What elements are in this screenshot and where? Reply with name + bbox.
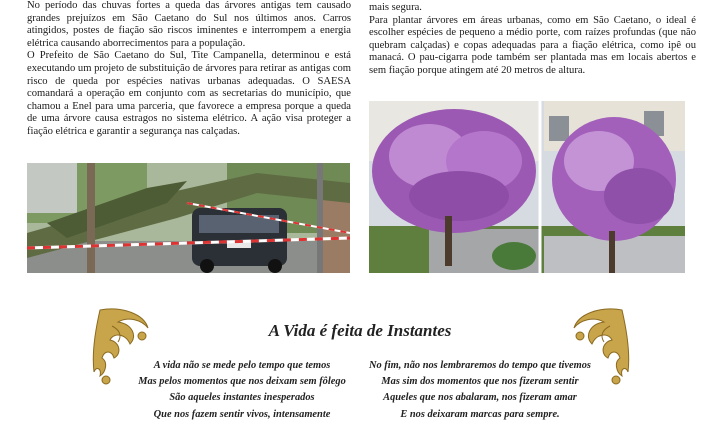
poem-line: Mas sim dos momentos que nos fizeram sentir	[381, 376, 579, 388]
right-article-column	[369, 2, 696, 78]
poem-title: A Vida é feita de Instantes	[268, 321, 452, 340]
poem-left-stanza	[112, 358, 372, 423]
flowering-trees-illustration	[369, 101, 685, 273]
poem-line: Que nos fazem sentir vivos, intensamente	[153, 408, 331, 420]
poem-right-stanza	[350, 358, 610, 423]
poem-line: E nos deixaram marcas para sempre.	[400, 408, 560, 420]
right-paragraph-1: mais segura.	[369, 2, 422, 13]
poem-line: Aqueles que nos abalaram, nos fizeram amar	[383, 392, 577, 404]
flowering-trees-photo	[369, 101, 685, 273]
left-article-column	[27, 0, 351, 139]
poem-line: No fim, não nos lembraremos do tempo que tivemos	[369, 360, 591, 371]
poem-line: A vida não se mede pelo tempo que temos	[153, 360, 331, 371]
left-paragraph-2: O Prefeito de São Caetano do Sul, Tite Campanella, determinou e está executando um projeto de substituição de árvores para retirar as antigas com risco de queda por espécies nativas urbanas adequadas. O SAESA comandará a operação em conjunto com as secretarias do município, que chamou a Enel para uma parceria, que favorece a empresa porque a queda de uma árvore causa estragos no sistema elétrico. A ação visa proteger a fiação elétrica e garantir a segurança nas calçadas.	[27, 50, 351, 137]
fallen-tree-photo	[27, 163, 350, 273]
fallen-tree-illustration	[27, 163, 350, 273]
left-paragraph-1: No período das chuvas fortes a queda das árvores antigas tem causado grandes prejuízos em São Caetano do Sul nos últimos anos. Carros atingidos, postes de fiação são riscos iminentes e interrompem a energia elétrica causando aborrecimentos para a população.	[27, 0, 351, 49]
right-paragraph-2: Para plantar árvores em áreas urbanas, como em São Caetano, o ideal é escolher espécies de pequeno a médio porte, com raízes profundas (que não quebram calçadas) e copas adequadas para a fiação elétrica, como ipê ou manacá. O pau-cigarra pode também ser plantada mas em locais abertos e sem fiação porque atingem até 20 metros de altura.	[369, 14, 696, 76]
poem-line: Mas pelos momentos que nos deixam sem fôlego	[138, 376, 346, 388]
poem-line: São aqueles instantes inesperados	[169, 392, 315, 404]
